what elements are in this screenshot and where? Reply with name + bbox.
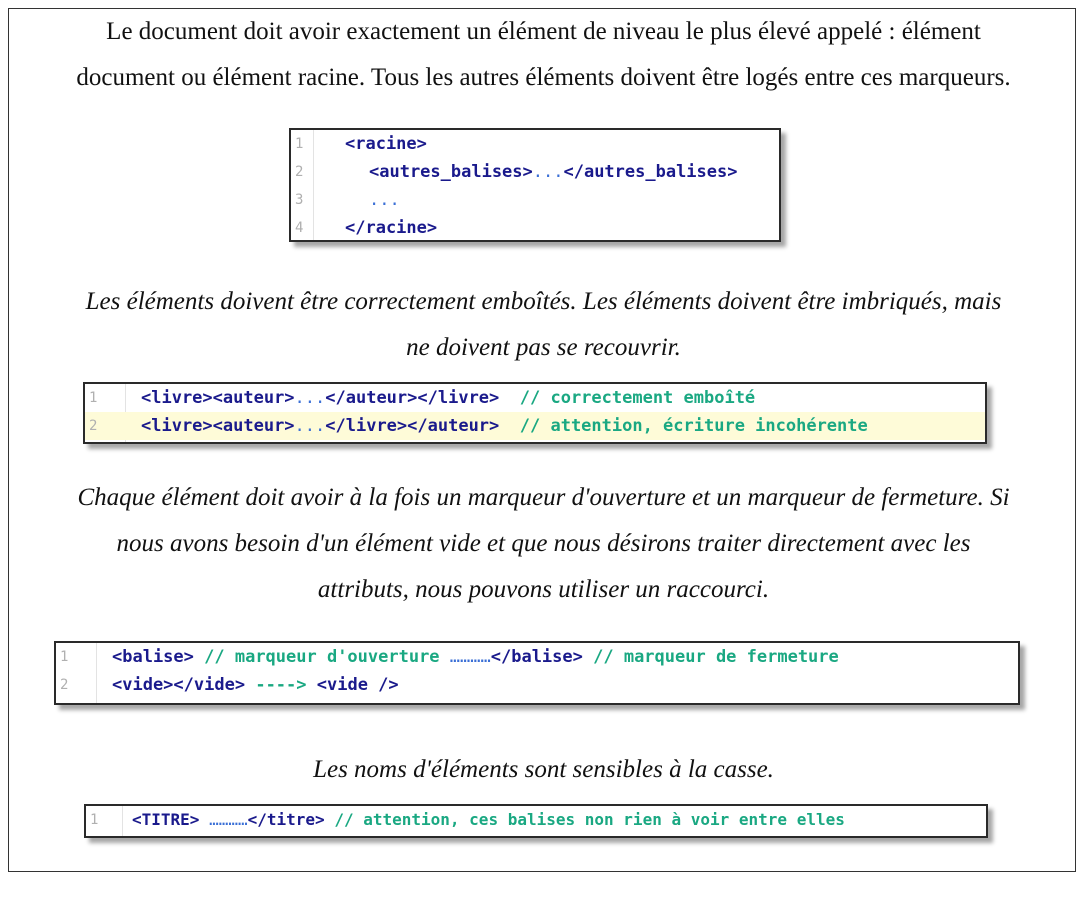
line-number: 3 [295,192,304,208]
ellipsis: ... [369,190,400,210]
open-tag: <autres_balises> [369,162,533,182]
code-block-case [84,804,988,838]
close-tag: </autres_balises> [563,162,738,182]
paragraph-open-close [0,475,1087,613]
text-line: ne doivent pas se recouvrir. [406,334,681,361]
code-comment: // marqueur de fermeture [593,647,839,667]
text-line: Le document doit avoir exactement un élément de niveau le plus élevé appelé : élément [106,18,981,45]
open-tag: <vide> [112,675,174,695]
ellipsis: ... [294,388,326,408]
ellipsis: ………… [209,810,248,829]
text-line: attributs, nous pouvons utiliser un raccourci. [317,576,770,603]
ellipsis: ………… [449,647,491,667]
code-line [291,186,779,214]
code-line [56,671,1018,699]
code-comment: // attention, ces balises non rien à voir entre elles [334,810,845,829]
open-tag: <TITRE> [132,810,200,829]
close-tag: </balise> [490,647,583,667]
line-number: 1 [89,390,98,406]
close-tag: </livre> [417,388,500,408]
close-tag: </auteur> [407,416,500,436]
arrow: ----> [255,675,307,695]
paragraph-root-element [0,9,1087,101]
code-block-open-close [54,641,1020,705]
close-tag: </titre> [247,810,325,829]
open-tag: <balise> [112,647,194,667]
open-tag: <auteur> [212,416,295,436]
text-line: nous avons besoin d'un élément vide et que nous désirons traiter directement avec les [116,530,971,557]
code-line [291,158,779,186]
code-line [291,130,779,158]
code-line [85,384,985,412]
empty-tag: <vide /> [316,675,399,695]
code-line [56,643,1018,671]
code-comment: // marqueur d'ouverture [204,647,440,667]
close-tag: </vide> [173,675,246,695]
code-line [86,806,986,834]
line-number: 1 [60,649,69,665]
code-block-root [289,128,781,242]
line-number: 4 [295,220,304,236]
code-line [291,214,779,242]
line-number: 2 [89,418,98,434]
code-comment: // correctement emboîté [519,388,756,408]
text-line: Les éléments doivent être correctement emboîtés. Les éléments doivent être imbriqués, mais [85,288,1002,315]
open-tag: <racine> [345,134,427,154]
text-line: Les noms d'éléments sont sensibles à la casse. [313,756,774,783]
line-number: 2 [295,164,304,180]
paragraph-case-sensitive [0,747,1087,793]
code-comment: // attention, écriture incohérente [519,416,868,436]
open-tag: <auteur> [212,388,295,408]
close-tag: </racine> [345,218,438,238]
close-tag: </livre> [325,416,408,436]
code-line-highlighted [85,412,985,440]
ellipsis: ... [532,162,564,182]
text-line: document ou élément racine. Tous les autres éléments doivent être logés entre ces marqueurs. [76,64,1011,91]
ellipsis: ... [294,416,326,436]
paragraph-nesting [0,279,1087,371]
text-line: Chaque élément doit avoir à la fois un marqueur d'ouverture et un marqueur de fermeture. Si [77,484,1010,511]
line-number: 1 [90,812,99,828]
line-number: 2 [60,677,69,693]
code-block-nesting [83,382,987,444]
open-tag: <livre> [141,388,213,408]
open-tag: <livre> [141,416,213,436]
close-tag: </auteur> [325,388,418,408]
line-number: 1 [295,136,304,152]
